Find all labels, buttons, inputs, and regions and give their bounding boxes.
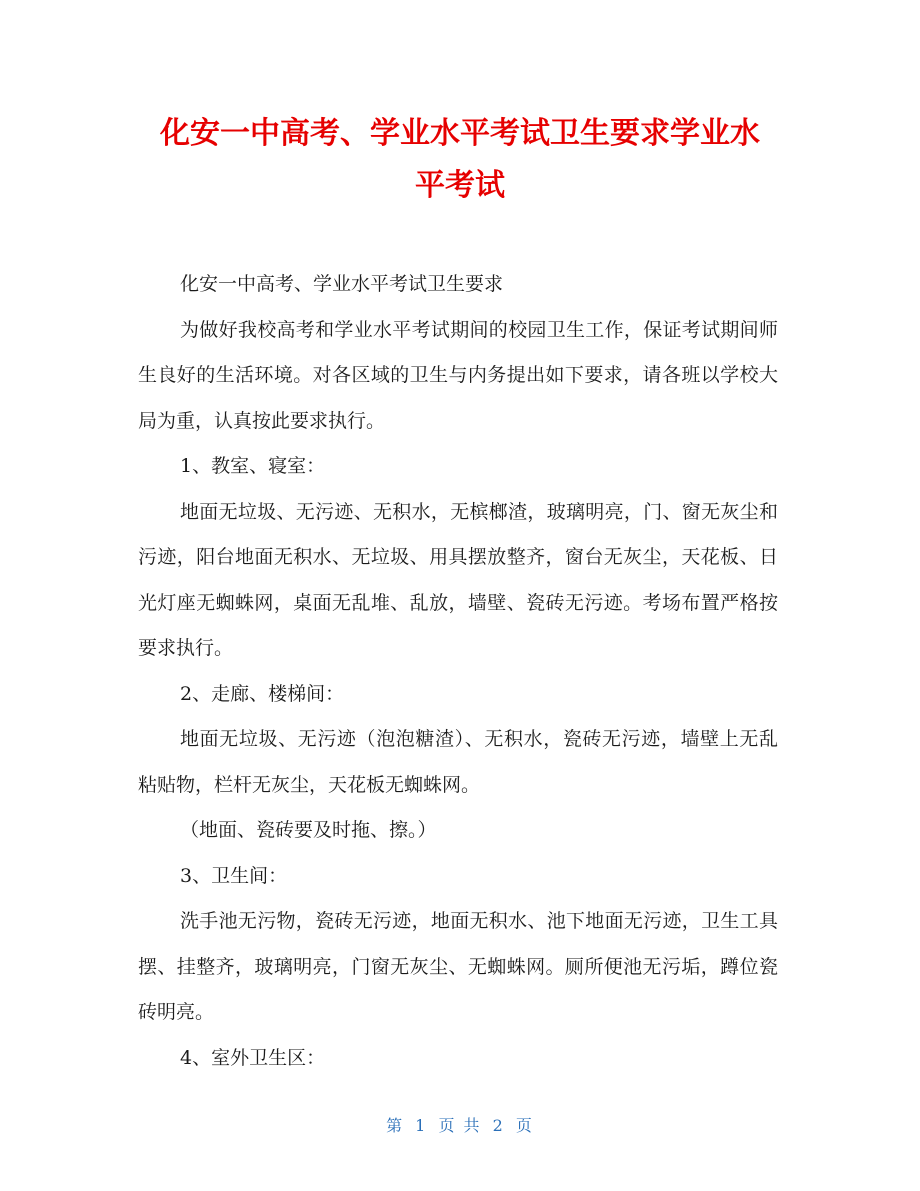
paragraph-corridor-note: （地面、瓷砖要及时拖、擦。）: [180, 819, 437, 841]
footer-total-pages: 2: [492, 1116, 505, 1135]
paragraph-restroom: 洗手池无污物，瓷砖无污迹，地面无积水、池下地面无污迹，卫生工具摆、挂整齐，玻璃明亮，门窗无灰尘、无蜘蛛网。厕所便池无污垢，蹲位瓷砖明亮。: [138, 910, 778, 1023]
paragraph-intro: 为做好我校高考和学业水平考试期间的校园卫生工作，保证考试期间师生良好的生活环境。对各区域的卫生与内务提出如下要求，请各班以学校大局为重，认真按此要求执行。: [138, 318, 778, 432]
section-heading-classroom: 1、教室、寝室：: [180, 455, 326, 477]
paragraph-classroom: 地面无垃圾、无污迹、无积水，无槟榔渣，玻璃明亮，门、窗无灰尘和污迹，阳台地面无积水、无垃圾、用具摆放整齐，窗台无灰尘，天花板、日光灯座无蜘蛛网，桌面无乱堆、乱放，墙壁、瓷砖无污迹。考场布置严格按要求执行。: [138, 500, 778, 659]
footer-mid: 页 共: [438, 1116, 482, 1135]
document-title-line-2: 平考试: [415, 168, 505, 203]
section-heading-corridor: 2、走廊、楼梯间：: [180, 682, 345, 705]
paragraph-corridor: 地面无垃圾、无污迹（泡泡糖渣）、无积水，瓷砖无污迹，墙壁上无乱粘贴物，栏杆无灰尘，天花板无蜘蛛网。: [138, 728, 778, 796]
footer-prefix: 第: [386, 1116, 405, 1135]
section-heading-outdoor: 4、室外卫生区：: [180, 1046, 326, 1069]
footer-suffix: 页: [515, 1116, 534, 1135]
page-footer: [0, 1113, 920, 1136]
section-heading-restroom: 3、卫生间：: [180, 864, 288, 887]
document-body: [138, 262, 778, 1081]
document-title-line-1: 化安一中高考、学业水平考试卫生要求学业水: [160, 116, 760, 151]
paragraph-heading: 化安一中高考、学业水平考试卫生要求: [180, 273, 504, 295]
footer-current-page: 1: [415, 1116, 428, 1135]
